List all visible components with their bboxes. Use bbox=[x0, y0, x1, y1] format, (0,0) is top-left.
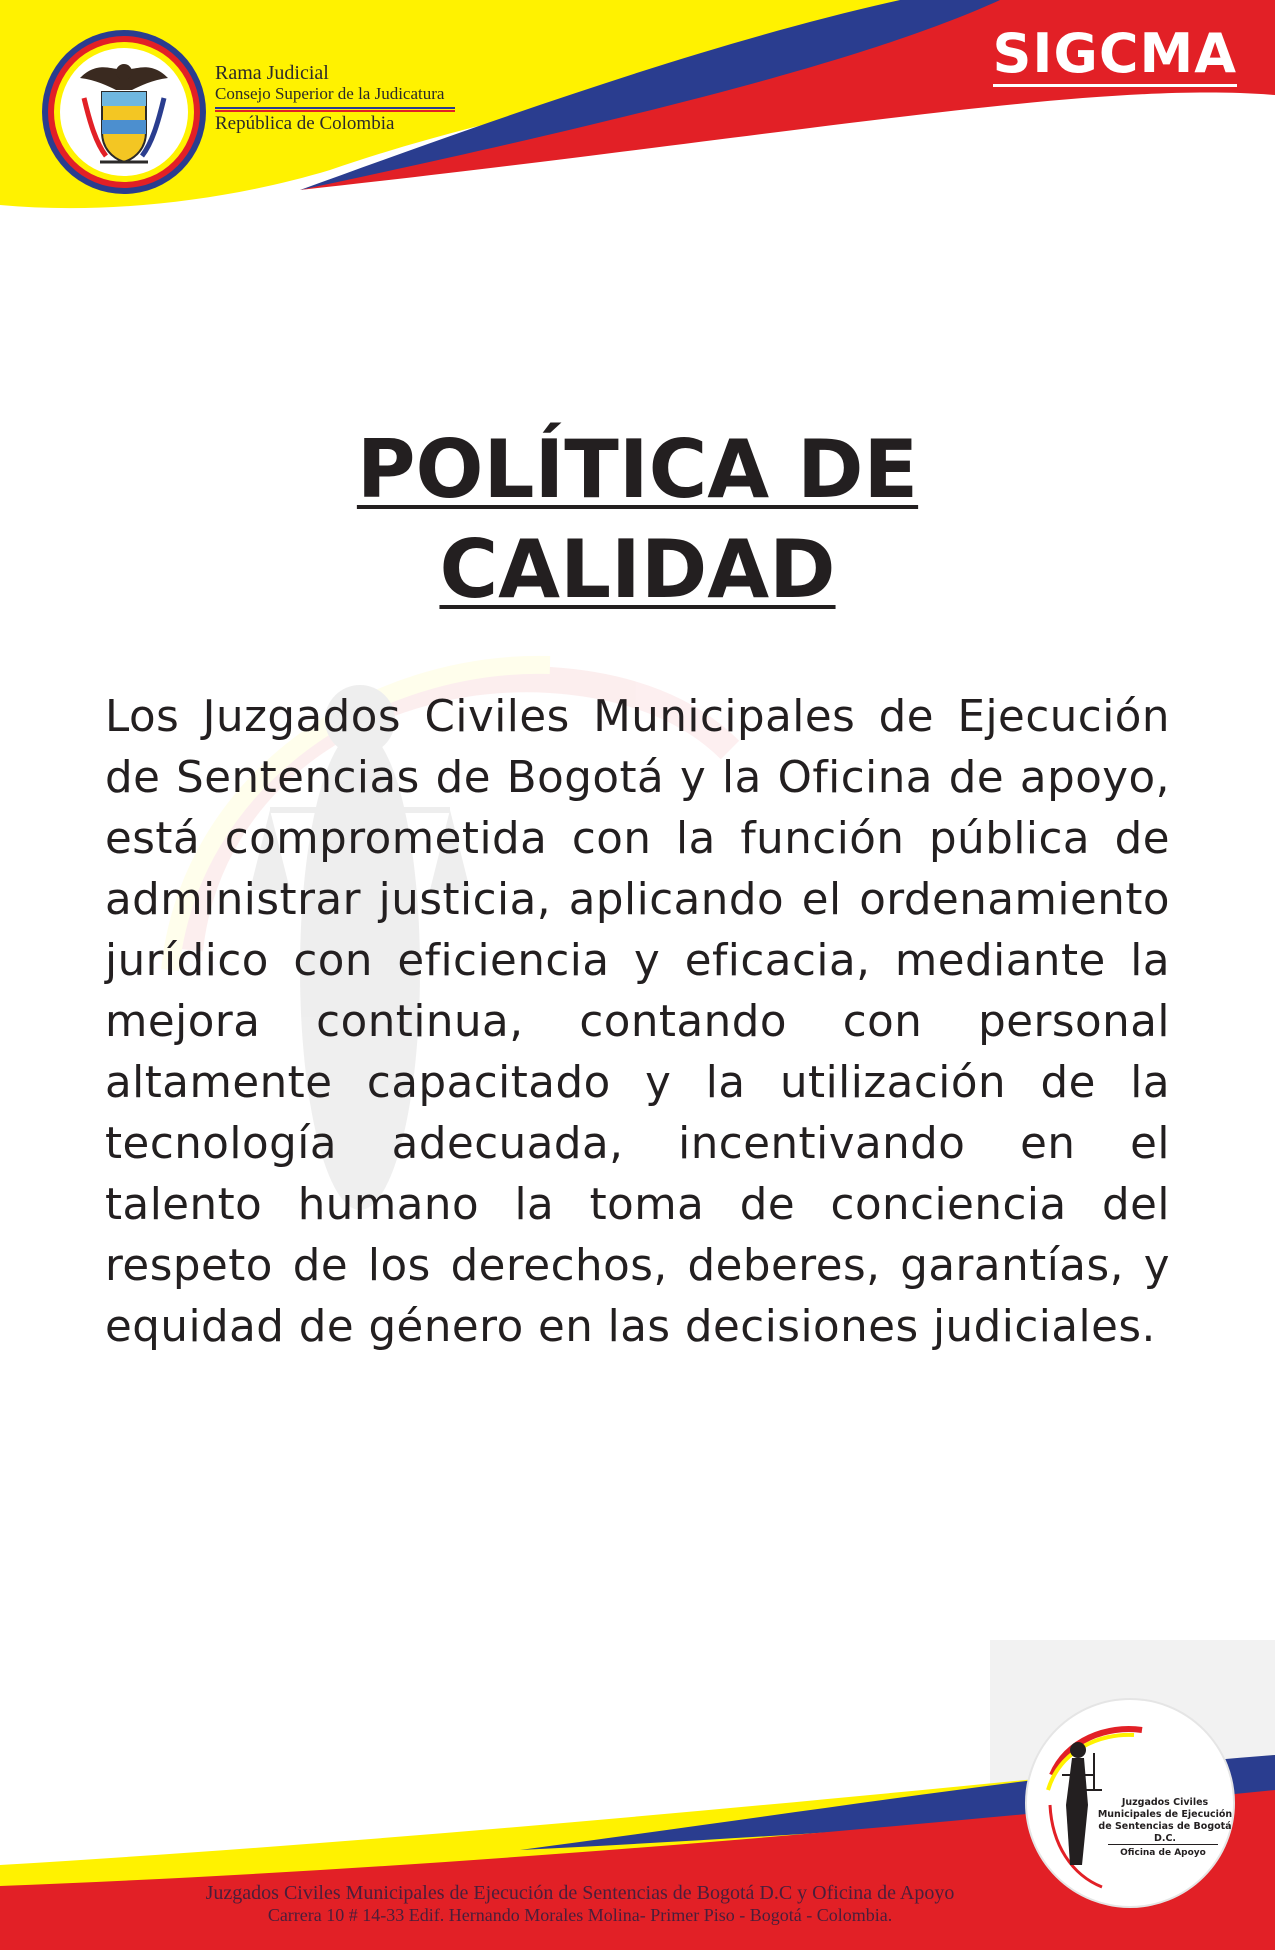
footer bbox=[120, 1882, 1040, 1926]
seal-title: Juzgados Civiles Municipales de Ejecución de Sentencias de Bogotá D.C. bbox=[1097, 1797, 1233, 1844]
page-title bbox=[0, 420, 1275, 620]
org-line-republica: República de Colombia bbox=[215, 113, 395, 134]
colombia-coat-of-arms-logo bbox=[40, 28, 208, 196]
org-line-rama-judicial: Rama Judicial bbox=[215, 62, 329, 84]
seal-subtitle: Oficina de Apoyo bbox=[1108, 1844, 1218, 1859]
org-divider bbox=[215, 107, 455, 109]
title-line-2: CALIDAD bbox=[439, 523, 836, 616]
footer-line-1: Juzgados Civiles Municipales de Ejecución de Sentencias de Bogotá D.C y Oficina de Apoyo bbox=[205, 1882, 955, 1904]
title-line-1: POLÍTICA DE bbox=[356, 423, 919, 516]
org-line-consejo: Consejo Superior de la Judicatura bbox=[215, 84, 445, 103]
policy-text: Los Juzgados Civiles Municipales de Ejecución de Sentencias de Bogotá y la Oficina de apoyo, está comprometida con la función pública de administrar justicia, aplicando el ordenamiento jurídico con eficiencia y eficacia, mediante la mejora continua, contando con personal altamente capacitado y la utilización de la tecnología adecuada, incentivando en el talento humano la toma de conciencia del respeto de los derechos, deberes, garantías, y equidad de género en las decisiones judiciales. bbox=[105, 692, 1170, 1352]
sigcma-brand: SIGCMA bbox=[992, 22, 1237, 85]
footer-address: Carrera 10 # 14-33 Edif. Hernando Morales Molina- Primer Piso - Bogotá - Colombia. bbox=[267, 1905, 893, 1925]
organization-block bbox=[215, 62, 455, 135]
